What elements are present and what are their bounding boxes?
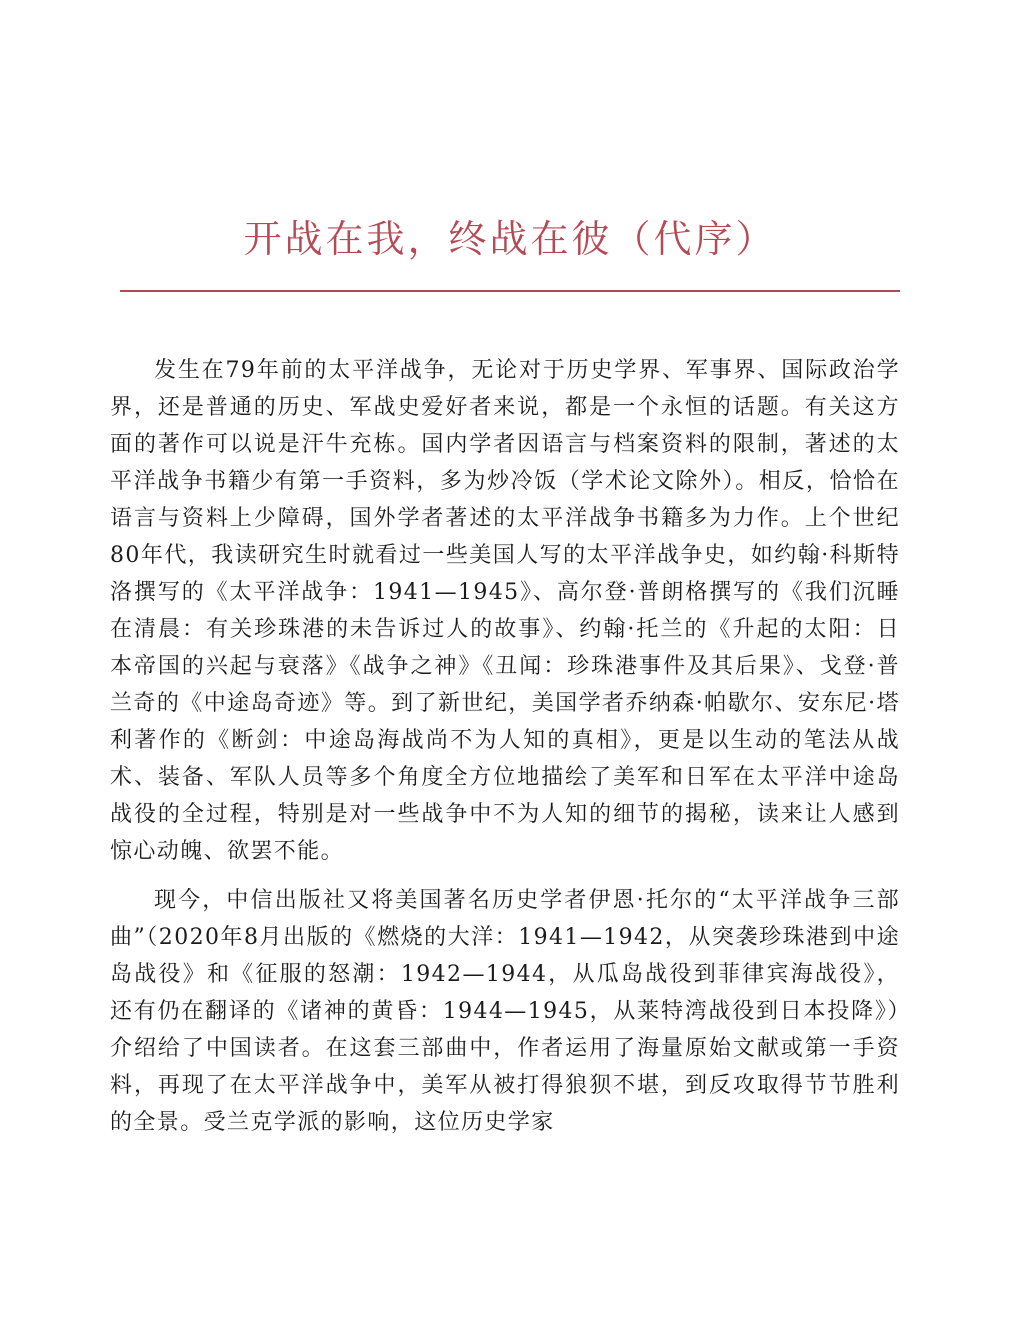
title-divider: [120, 290, 900, 292]
chapter-title: 开战在我，终战在彼（代序）: [243, 217, 777, 261]
body-text: [110, 352, 900, 1153]
paragraph-2: 现今，中信出版社又将美国著名历史学者伊恩·托尔的“太平洋战争三部曲”（2020年8月出版的《燃烧的大洋：1941—1942，从突袭珍珠港到中途岛战役》和《征服的怒潮：1942—1944，从瓜岛战役到菲律宾海战役》，还有仍在翻译的《诸神的黄昏：1944—1945，从莱特湾战役到日本投降》）介绍给了中国读者。在这套三部曲中，作者运用了海量原始文献或第一手资料，再现了在太平洋战争中，美军从被打得狼狈不堪，到反攻取得节节胜利的全景。受兰克学派的影响，这位历史学家: [110, 888, 900, 1135]
paragraph-1: 发生在79年前的太平洋战争，无论对于历史学界、军事界、国际政治学界，还是普通的历史、军战史爱好者来说，都是一个永恒的话题。有关这方面的著作可以说是汗牛充栋。国内学者因语言与档案资料的限制，著述的太平洋战争书籍少有第一手资料，多为炒冷饭（学术论文除外）。相反，恰恰在语言与资料上少障碍，国外学者著述的太平洋战争书籍多为力作。上个世纪80年代，我读研究生时就看过一些美国人写的太平洋战争史，如约翰·科斯特洛撰写的《太平洋战争：1941—1945》、高尔登·普朗格撰写的《我们沉睡在清晨：有关珍珠港的未告诉过人的故事》、约翰·托兰的《升起的太阳：日本帝国的兴起与衰落》《战争之神》《丑闻：珍珠港事件及其后果》、戈登·普兰奇的《中途岛奇迹》等。到了新世纪，美国学者乔纳森·帕歇尔、安东尼·塔利著作的《断剑：中途岛海战尚不为人知的真相》，更是以生动的笔法从战术、装备、军队人员等多个角度全方位地描绘了美军和日军在太平洋中途岛战役的全过程，特别是对一些战争中不为人知的细节的揭秘，读来让人感到惊心动魄、欲罢不能。: [110, 358, 900, 864]
